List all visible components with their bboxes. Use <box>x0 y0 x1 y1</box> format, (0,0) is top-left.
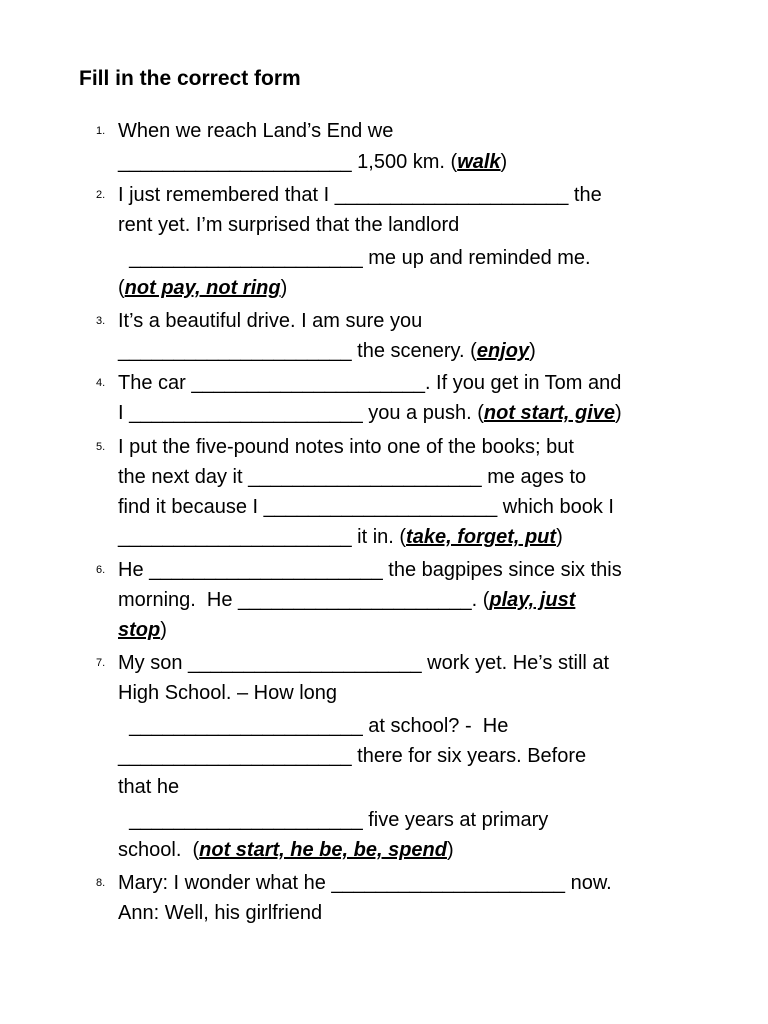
verb-hint: play, just <box>489 589 576 611</box>
verb-hint: not start, he be, be, spend <box>199 839 447 861</box>
question-text: that he <box>118 776 180 798</box>
question-line <box>118 898 322 928</box>
question-text: I just remembered that I _____________________ the <box>118 184 602 206</box>
question-text: _____________________ there for six years. Before <box>118 745 587 767</box>
verb-hint: not pay, not ring <box>124 277 281 299</box>
question-line <box>118 678 337 708</box>
question-text: The car _____________________. If you get in Tom and <box>118 372 622 394</box>
question-text: When we reach Land’s End we <box>118 120 394 142</box>
question-line <box>118 398 622 428</box>
question-text: ) <box>500 151 508 173</box>
question-text: Mary: I wonder what he _____________________ now. <box>118 872 612 894</box>
question-line <box>118 336 536 366</box>
question-line <box>118 432 574 462</box>
question-text: ) <box>529 340 536 362</box>
question-text: My son _____________________ work yet. He’s still at <box>118 652 610 674</box>
question-line <box>118 306 422 336</box>
question-line <box>118 273 287 303</box>
question-text: the next day it _____________________ me ages to <box>118 466 587 488</box>
question-text: _____________________ it in. ( <box>118 526 407 548</box>
question-text: Ann: Well, his girlfriend <box>118 902 323 924</box>
question-line <box>118 492 614 522</box>
question-text: High School. – How long <box>118 682 338 704</box>
question-text: find it because I _____________________ which book I <box>118 496 614 518</box>
question-text: _____________________ the scenery. ( <box>118 340 477 362</box>
question-text: _____________________ at school? - He <box>118 715 509 737</box>
question-number: 2. <box>96 189 106 201</box>
question-number: 6. <box>96 564 106 576</box>
question-line <box>118 147 507 177</box>
question-text: _____________________ me up and reminded me. <box>118 247 591 269</box>
question-line <box>118 772 179 802</box>
verb-hint: stop <box>118 619 161 641</box>
verb-hint: walk <box>457 151 501 173</box>
question-line <box>118 522 563 552</box>
question-line <box>118 585 575 615</box>
question-text: ) <box>160 619 167 641</box>
question-text: _____________________ five years at primary <box>118 809 549 831</box>
question-text: ) <box>446 839 454 861</box>
question-number: 3. <box>96 315 106 327</box>
question-line <box>118 741 586 771</box>
question-text: I _____________________ you a push. ( <box>118 402 484 424</box>
question-line <box>118 368 621 398</box>
question-line <box>118 243 591 273</box>
question-line <box>118 835 454 865</box>
verb-hint: take, forget, put <box>406 526 557 548</box>
question-line <box>118 615 167 645</box>
question-text: morning. He _____________________. ( <box>118 589 490 611</box>
question-text: ) <box>615 402 622 424</box>
question-text: school. ( <box>118 839 200 861</box>
question-line <box>118 805 548 835</box>
question-text: I put the five-pound notes into one of the books; but <box>118 436 574 458</box>
question-text: ) <box>280 277 288 299</box>
question-line <box>118 210 459 240</box>
question-line <box>118 711 508 741</box>
question-number: 5. <box>96 441 106 453</box>
question-line <box>118 116 393 146</box>
question-text: ( <box>118 277 125 299</box>
question-text: rent yet. I’m surprised that the landlord <box>118 214 460 236</box>
question-text: ) <box>556 526 563 548</box>
question-text: It’s a beautiful drive. I am sure you <box>118 310 423 332</box>
question-number: 7. <box>96 657 106 669</box>
page-title: Fill in the correct form <box>79 67 301 90</box>
question-line <box>118 462 586 492</box>
question-line <box>118 180 602 210</box>
verb-hint: not start, give <box>483 402 616 424</box>
question-line <box>118 648 609 678</box>
question-line <box>118 868 612 898</box>
question-number: 8. <box>96 877 106 889</box>
question-number: 1. <box>96 125 106 137</box>
verb-hint: enjoy <box>476 340 530 362</box>
question-text: _____________________ 1,500 km. ( <box>118 151 458 173</box>
question-text: He _____________________ the bagpipes since six this <box>118 559 622 581</box>
question-number: 4. <box>96 377 106 389</box>
question-line <box>118 555 622 585</box>
